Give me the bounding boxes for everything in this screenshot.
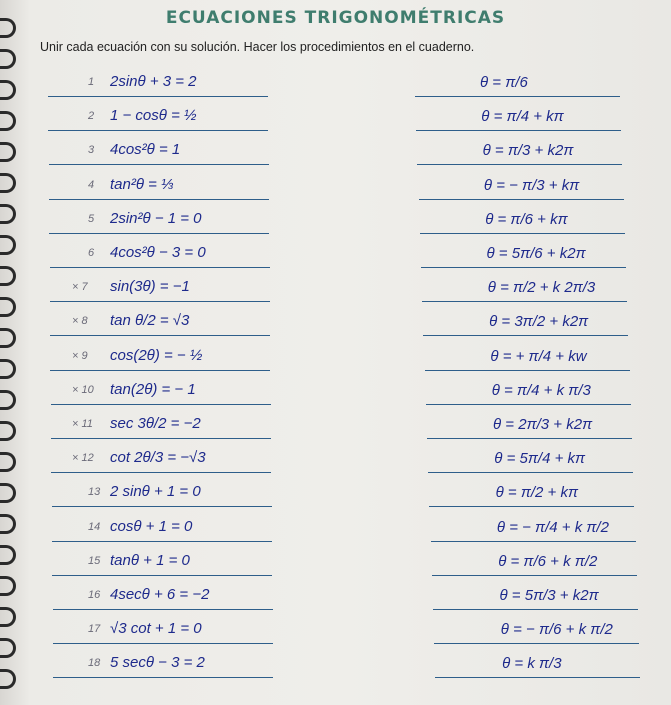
- solution-text: θ = π/2 + k 2π/3: [487, 279, 596, 297]
- equation-number: 18: [88, 657, 101, 670]
- solution-text: θ = π/2 + kπ: [495, 484, 579, 502]
- equation-number: 17: [88, 623, 101, 636]
- solution-text: θ = π/6 + kπ: [485, 210, 568, 228]
- binding-ring: [0, 483, 16, 503]
- solution-text: θ = k π/3: [502, 655, 562, 673]
- binding-ring: [0, 204, 16, 224]
- binding-ring: [0, 111, 16, 131]
- equation-number: × 10: [72, 383, 94, 396]
- answer-line: [51, 404, 271, 405]
- solution-line: [429, 506, 634, 507]
- solution-line: [435, 677, 640, 678]
- answer-line: [48, 130, 268, 131]
- equation-text: 2sin²θ − 1 = 0: [110, 209, 202, 227]
- answer-line: [50, 267, 270, 268]
- solution-text: θ = π/4 + kπ: [481, 108, 564, 126]
- equation-number: × 7: [72, 281, 88, 294]
- solution-text: θ = 2π/3 + k2π: [493, 416, 593, 433]
- equation-number: 3: [88, 144, 95, 157]
- equation-number: 4: [88, 178, 95, 191]
- equation-number: 1: [88, 76, 95, 88]
- answer-line: [52, 541, 272, 542]
- answer-line: [50, 301, 270, 302]
- solution-text: θ = π/3 + k2π: [482, 142, 574, 160]
- solution-text: θ = − π/4 + k π/2: [496, 518, 609, 536]
- answer-line: [51, 472, 271, 473]
- binding-ring: [0, 638, 16, 658]
- equation-number: × 11: [72, 418, 93, 430]
- equation-text: tan(2θ) = − 1: [110, 380, 196, 398]
- equation-number: × 8: [72, 315, 88, 328]
- equation-text: 2sinθ + 3 = 2: [110, 73, 197, 90]
- equation-text: sin(3θ) = −1: [110, 278, 190, 296]
- binding-ring: [0, 669, 16, 689]
- solution-line: [423, 335, 628, 336]
- equation-text: √3 cot + 1 = 0: [110, 620, 202, 638]
- equation-number: 16: [88, 589, 101, 601]
- solution-line: [417, 164, 622, 165]
- equation-text: 1 − cosθ = ½: [110, 107, 197, 125]
- solution-text: θ = − π/3 + kπ: [483, 176, 580, 194]
- solution-line: [419, 199, 624, 200]
- solution-line: [415, 96, 620, 97]
- binding-ring: [0, 297, 16, 317]
- equation-number: 2: [88, 110, 95, 123]
- equation-text: cos(2θ) = − ½: [110, 346, 203, 364]
- answer-line: [50, 335, 270, 336]
- binding-ring: [0, 452, 16, 472]
- solution-text: θ = 5π/3 + k2π: [499, 587, 599, 604]
- answer-line: [52, 575, 272, 576]
- solution-line: [426, 404, 631, 405]
- binding-ring: [0, 576, 16, 596]
- solution-line: [421, 267, 626, 268]
- answer-line: [49, 233, 269, 234]
- answer-line: [52, 506, 272, 507]
- solution-text: θ = 3π/2 + k2π: [489, 313, 589, 331]
- equation-number: 6: [88, 247, 95, 259]
- equation-text: 4cos²θ − 3 = 0: [110, 244, 206, 261]
- equation-text: 4cos²θ = 1: [110, 141, 181, 159]
- equation-text: cosθ + 1 = 0: [110, 517, 193, 535]
- equation-text: tan θ/2 = √3: [110, 312, 190, 330]
- answer-line: [49, 199, 269, 200]
- solution-line: [434, 643, 639, 644]
- equation-number: 5: [88, 212, 95, 225]
- binding-ring: [0, 328, 16, 348]
- equation-number: 15: [88, 554, 101, 567]
- binding-ring: [0, 545, 16, 565]
- answer-line: [49, 164, 269, 165]
- worksheet-title: ECUACIONES TRIGONOMÉTRICAS: [165, 8, 506, 28]
- binding-ring: [0, 514, 16, 534]
- equation-number: 13: [88, 486, 101, 499]
- binding-ring: [0, 266, 16, 286]
- solution-line: [431, 541, 636, 542]
- equation-text: 2 sinθ + 1 = 0: [110, 483, 201, 501]
- binding-ring: [0, 235, 16, 255]
- equation-number: 14: [88, 520, 101, 533]
- binding-ring: [0, 359, 16, 379]
- solution-text: θ = π/4 + k π/3: [491, 381, 591, 399]
- equation-number: × 12: [72, 452, 94, 465]
- answer-line: [53, 677, 273, 678]
- equation-text: tan²θ = ⅓: [110, 175, 174, 193]
- equation-text: cot 2θ/3 = −√3: [110, 449, 206, 467]
- binding-ring: [0, 607, 16, 627]
- answer-line: [51, 438, 271, 439]
- binding-ring: [0, 173, 16, 193]
- binding-ring: [0, 80, 16, 100]
- solution-line: [422, 301, 627, 302]
- solution-line: [420, 233, 625, 234]
- binding-ring: [0, 421, 16, 441]
- equation-text: sec 3θ/2 = −2: [110, 415, 201, 432]
- solution-text: θ = 5π/6 + k2π: [486, 245, 586, 262]
- solution-line: [425, 370, 630, 371]
- solution-line: [433, 609, 638, 610]
- solution-line: [428, 472, 633, 473]
- answer-line: [53, 643, 273, 644]
- equation-text: tanθ + 1 = 0: [110, 551, 190, 569]
- solution-text: θ = 5π/4 + kπ: [494, 450, 586, 468]
- solution-line: [416, 130, 621, 131]
- equation-number: × 9: [72, 349, 88, 362]
- solution-line: [427, 438, 632, 439]
- answer-line: [48, 96, 268, 97]
- binding-ring: [0, 142, 16, 162]
- instructions-text: Unir cada ecuación con su solución. Hacer los procedimientos en el cuaderno.: [40, 40, 475, 54]
- equation-text: 4secθ + 6 = −2: [110, 586, 210, 603]
- solution-text: θ = − π/6 + k π/2: [500, 621, 613, 639]
- solution-text: θ = π/6 + k π/2: [498, 552, 598, 570]
- answer-line: [50, 370, 270, 371]
- solution-line: [432, 575, 637, 576]
- answer-line: [53, 609, 273, 610]
- binding-ring: [0, 390, 16, 410]
- binding-ring: [0, 49, 16, 69]
- solution-text: θ = π/6: [480, 74, 528, 91]
- spiral-binding: [0, 0, 26, 705]
- solution-text: θ = + π/4 + kw: [490, 347, 587, 365]
- equation-text: 5 secθ − 3 = 2: [110, 654, 205, 672]
